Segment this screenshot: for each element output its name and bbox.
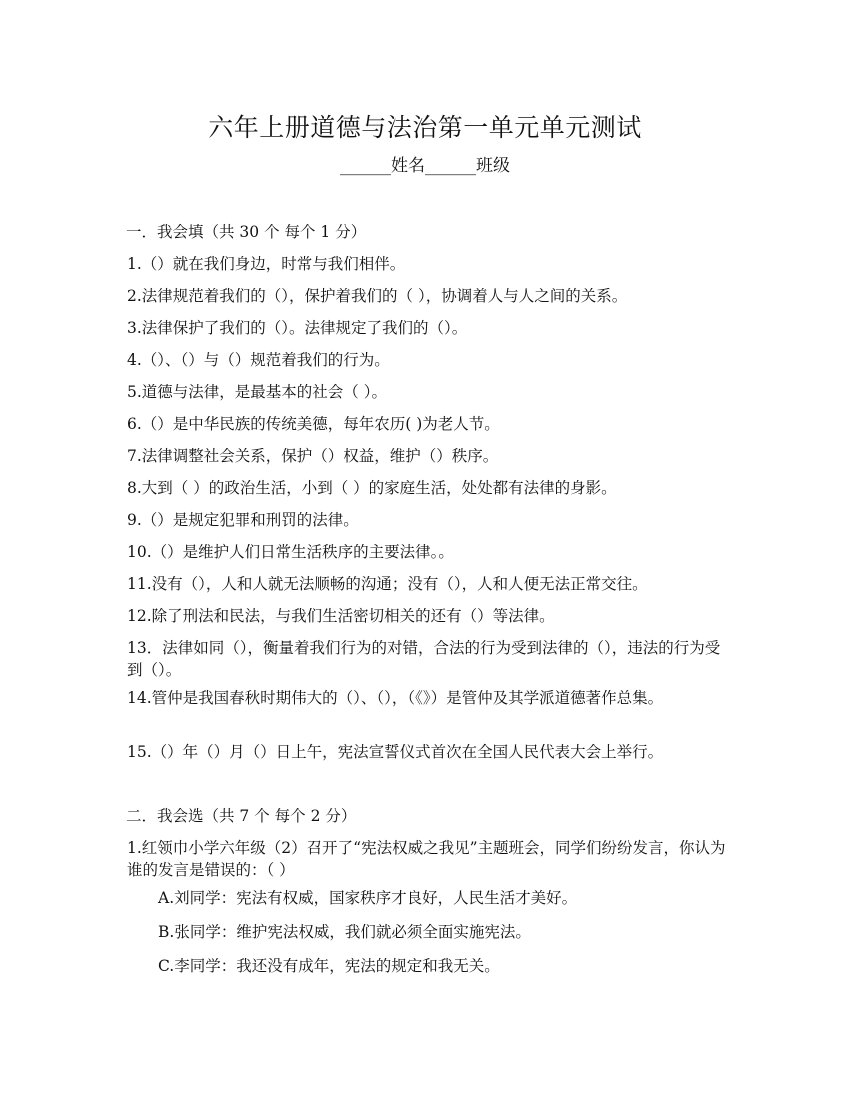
question-1-3: 3.法律保护了我们的（）。法律规定了我们的（）。 [127, 319, 468, 337]
question-1-10: 10.（）是维护人们日常生活秩序的主要法律。。 [127, 543, 454, 561]
page-title: 六年上册道德与法治第一单元单元测试 [208, 113, 642, 142]
question-1-5: 5.道德与法律，是最基本的社会（ ）。 [127, 383, 387, 401]
option-a: A.刘同学：宪法有权威，国家秩序才良好，人民生活才美好。 [158, 889, 578, 907]
question-1-11: 11.没有（），人和人就无法顺畅的沟通；没有（），人和人便无法正常交往。 [127, 575, 648, 593]
section-1-heading: 一．我会填（共 30 个 每个 1 分） [126, 223, 367, 241]
question-1-13: 13．法律如同（），衡量着我们行为的对错，合法的行为受到法律的（），违法的行为受到（）。 [127, 639, 721, 679]
question-1-15: 15.（）年（）月（）日上午，宪法宣誓仪式首次在全国人民代表大会上举行。 [127, 743, 664, 761]
question-1-1: 1.（）就在我们身边，时常与我们相伴。 [127, 255, 406, 273]
question-1-14: 14.管仲是我国春秋时期伟大的（）、（），（《》）是管仲及其学派道德著作总集。 [127, 689, 664, 707]
question-1-9: 9.（）是规定犯罪和刑罚的法律。 [127, 511, 359, 529]
option-b: B.张同学：维护宪法权威，我们就必须全面实施宪法。 [158, 923, 531, 941]
question-1-8: 8.大到（ ）的政治生活，小到（ ）的家庭生活，处处都有法律的身影。 [127, 479, 617, 497]
question-1-4: 4.（）、（）与（）规范着我们的行为。 [127, 351, 390, 369]
question-1-7: 7.法律调整社会关系，保护（）权益，维护（）秩序。 [127, 447, 499, 465]
section-2-heading: 二．我会选（共 7 个 每个 2 分） [126, 807, 357, 825]
question-2-1-stem: 1.红领巾小学六年级（2）召开了“宪法权威之我见”主题班会，同学们纷纷发言，你认为谁的发言是错误的：（ ） [127, 839, 726, 879]
name-class-line: ______姓名______班级 [340, 156, 510, 176]
question-1-12: 12.除了刑法和民法，与我们生活密切相关的还有（）等法律。 [127, 607, 555, 625]
question-1-2: 2.法律规范着我们的（），保护着我们的（ ），协调着人与人之间的关系。 [127, 287, 628, 305]
question-1-6: 6.（）是中华民族的传统美德，每年农历( )为老人节。 [127, 415, 500, 433]
option-c: C.李同学：我还没有成年，宪法的规定和我无关。 [158, 957, 500, 975]
